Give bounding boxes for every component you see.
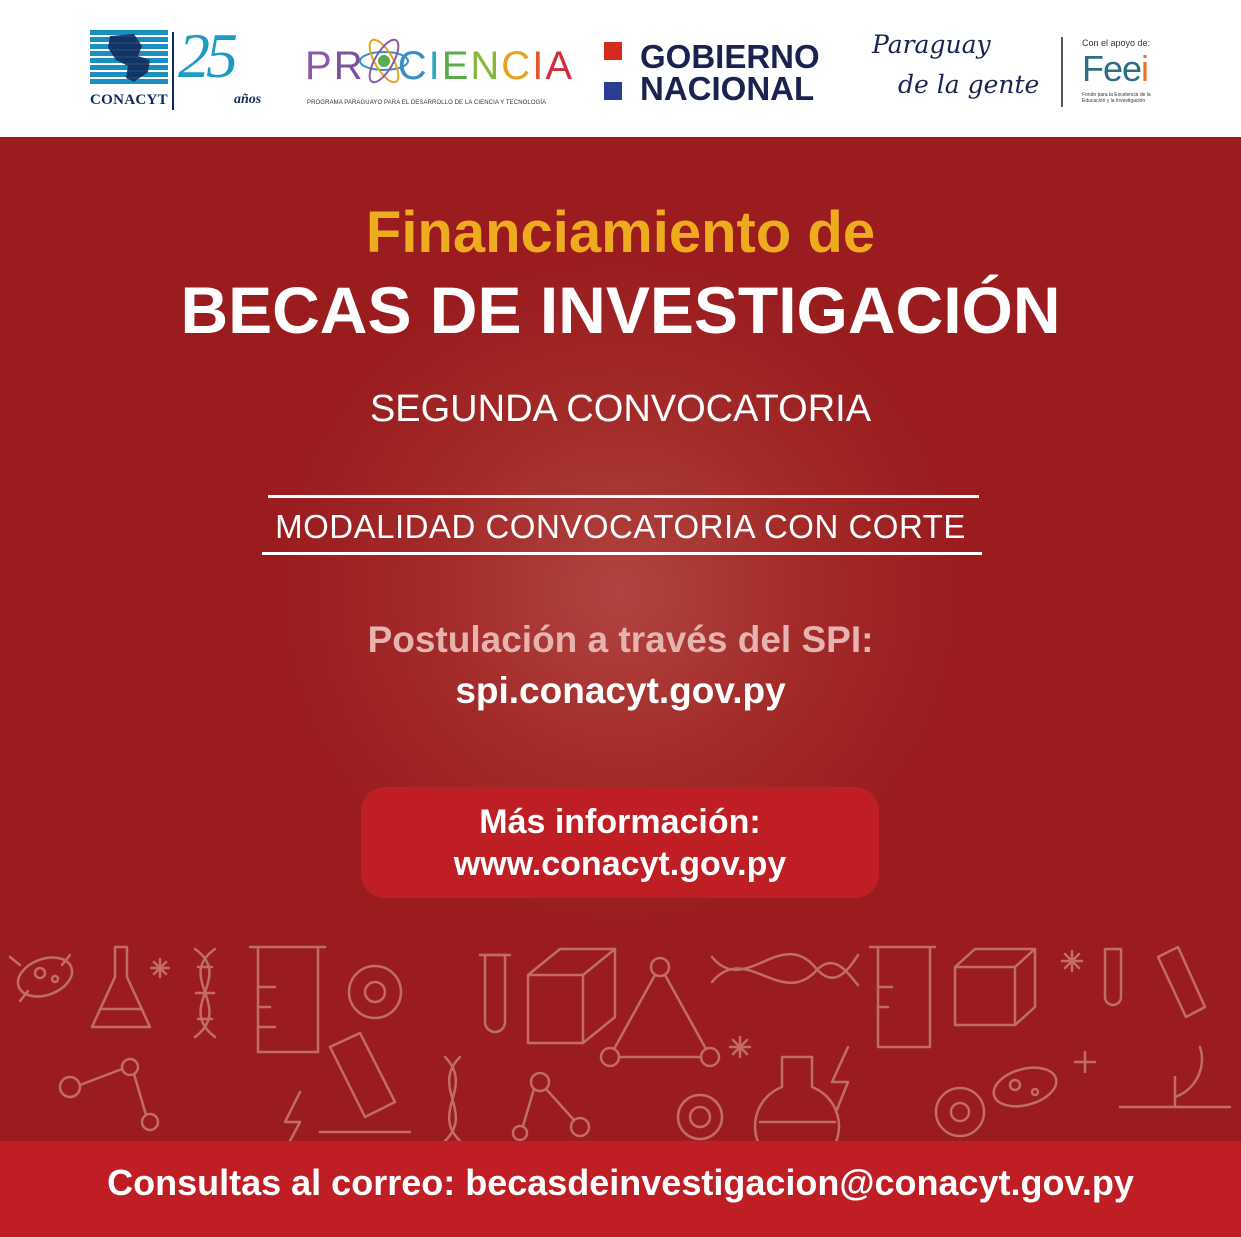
support-label: Con el apoyo de:	[1082, 38, 1151, 48]
bacteria-icon	[10, 951, 77, 1004]
flag-red-square	[604, 42, 622, 60]
prociencia-letter: N	[470, 44, 502, 88]
prociencia-letter: E	[441, 44, 471, 88]
sparkle-icon	[1062, 951, 1082, 971]
feei-word-accent: i	[1141, 48, 1149, 89]
feei-subtitle: Fondo para la Excelencia de la Educación y la Investigación	[1082, 92, 1151, 104]
test-tube-icon	[480, 955, 510, 1032]
subheadline: SEGUNDA CONVOCATORIA	[369, 388, 872, 430]
prociencia-letter: R	[333, 44, 365, 88]
header-divider	[1061, 37, 1063, 107]
paraguay-line1: Paraguay	[872, 30, 991, 59]
paraguay-line2: de la gente	[898, 70, 1040, 99]
flag-blue-square	[604, 82, 622, 100]
more-info-box	[361, 787, 879, 898]
science-pattern	[0, 937, 1241, 1141]
kicker-text: Financiamiento de	[365, 200, 876, 265]
prociencia-logo	[305, 40, 574, 112]
beaker-icon	[250, 947, 325, 1052]
atom-icon	[357, 34, 411, 88]
gobierno-nacional-logo	[600, 38, 840, 107]
test-tube-icon	[1105, 949, 1121, 1005]
apply-label: Postulación a través del SPI:	[367, 619, 874, 660]
gobierno-line1: GOBIERNO	[640, 38, 820, 75]
paraguay-de-la-gente-logo	[868, 30, 1040, 110]
molecule-icon	[60, 1059, 158, 1130]
conacyt-logo	[90, 20, 272, 112]
flask-icon	[755, 1057, 839, 1141]
conacyt-wordmark: CONACYT	[90, 92, 168, 108]
footer-bar	[0, 1141, 1241, 1237]
microscope-icon	[1120, 947, 1230, 1107]
cube-icon	[528, 949, 615, 1043]
more-info-label: Más información:	[479, 803, 761, 841]
conacyt-divider	[172, 32, 174, 110]
more-info-url[interactable]: www.conacyt.gov.py	[453, 845, 787, 883]
feei-word-main: Fee	[1082, 48, 1142, 89]
anniversary-word: años	[234, 92, 262, 107]
prociencia-letter: I	[428, 44, 442, 88]
prociencia-letter: A	[545, 44, 574, 88]
cube-icon	[955, 949, 1035, 1025]
microscope-icon	[320, 1033, 410, 1132]
molecule-icon	[513, 1073, 589, 1140]
modality-text: MODALIDAD CONVOCATORIA CON CORTE	[275, 508, 966, 545]
logo-header	[0, 0, 1241, 137]
main-panel	[0, 137, 1241, 1141]
feei-wordmark	[1082, 48, 1149, 89]
prociencia-letter: P	[305, 44, 334, 88]
cell-icon	[678, 1088, 984, 1139]
headline: BECAS DE INVESTIGACIÓN	[180, 273, 1061, 347]
prociencia-letter: C	[501, 44, 533, 88]
conacyt-map-icon	[90, 30, 168, 90]
lightning-icon	[285, 1047, 848, 1141]
prociencia-subtitle: PROGRAMA PARAGUAYO PARA EL DESARROLLO DE LA CIENCIA Y TECNOLOGÍA	[307, 100, 547, 106]
dna-icon	[195, 949, 215, 1037]
anniversary-number: 25	[178, 20, 234, 91]
gobierno-line2: NACIONAL	[640, 70, 815, 107]
contact-email-text[interactable]: Consultas al correo: becasdeinvestigacion@conacyt.gov.py	[107, 1162, 1134, 1203]
sparkle-icon	[151, 959, 169, 977]
beaker-icon	[870, 947, 935, 1047]
flask-icon	[92, 947, 150, 1027]
prociencia-letter: C	[397, 44, 429, 88]
bacteria-icon	[989, 1061, 1060, 1112]
dna-icon	[712, 954, 858, 985]
apply-url[interactable]: spi.conacyt.gov.py	[455, 670, 786, 711]
feei-logo	[1082, 38, 1162, 108]
prociencia-letter: I	[532, 44, 546, 88]
sparkle-icon	[730, 1037, 1095, 1072]
prociencia-wordmark	[305, 46, 574, 86]
modality-rule-top	[268, 495, 979, 498]
cell-icon	[349, 966, 401, 1018]
modality-rule-bottom	[262, 552, 982, 555]
molecule-icon	[601, 958, 719, 1066]
dna-icon	[445, 1057, 460, 1141]
